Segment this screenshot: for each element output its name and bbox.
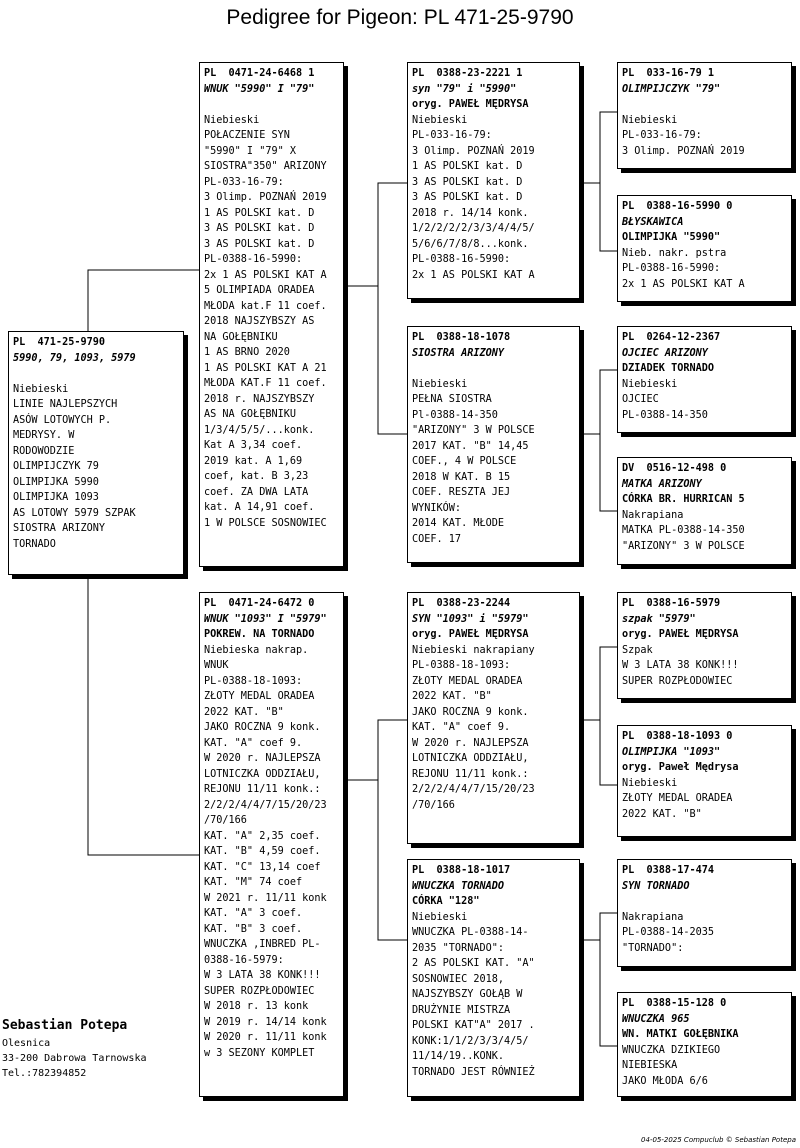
card-line: DZIADEK TORNADO: [622, 363, 715, 374]
pigeon-card-sire-sire-dam: [617, 195, 792, 302]
pigeon-card-dam-sire-dam: [617, 725, 792, 837]
pigeon-name: 5990, 79, 1093, 5979: [13, 352, 136, 364]
card-line: 2022 KAT. "B": [622, 808, 702, 820]
pigeon-card-dam: [199, 592, 344, 1097]
card-line: ASÓW LOTOWYCH P.: [13, 414, 112, 426]
ring-number: PL 0264-12-2367: [622, 332, 721, 343]
card-line: 1 AS POLSKI KAT A 21: [204, 362, 327, 374]
card-line: oryg. PAWEŁ MĘDRYSA: [622, 629, 739, 640]
card-line: SIOSTRA ARIZONY: [13, 523, 106, 534]
owner-address: 33-200 Dabrowa Tarnowska: [2, 1053, 147, 1064]
ring-number: PL 0388-16-5990 0: [622, 201, 733, 212]
card-line: Nakrapiana: [622, 911, 684, 923]
card-line: MŁODA kat.F 11 coef.: [204, 300, 327, 312]
card-line: ZŁOTY MEDAL ORADEA: [412, 675, 523, 687]
card-line: JAKO MŁODA 6/6: [622, 1075, 708, 1087]
pigeon-name: WNUK "5990" I "79": [204, 83, 315, 95]
pigeon-name: BŁYSKAWICA: [622, 216, 684, 228]
card-line: "5990" I "79" X: [204, 145, 297, 157]
card-line: [13, 366, 179, 382]
card-line: 2x 1 AS POLSKI KAT A: [412, 269, 535, 281]
card-line: NA GOŁĘBNIKU: [204, 331, 278, 343]
pigeon-card-dam-dam-sire: [617, 859, 792, 967]
card-line: 1 AS BRNO 2020: [204, 347, 290, 358]
card-line: w 3 SEZONY KOMPLET: [204, 1047, 315, 1059]
card-line: ZŁOTY MEDAL ORADEA: [622, 793, 733, 804]
card-line: W 2020 r. NAJLEPSZA: [412, 737, 529, 749]
card-line: /70/166: [412, 799, 455, 811]
card-line: KONK:1/1/2/3/3/4/5/: [412, 1035, 529, 1047]
pigeon-name: OLIMPIJCZYK "79": [622, 83, 721, 95]
pigeon-name: OLIMPIJKA "1093": [622, 746, 721, 758]
card-line: "ARIZONY" 3 W POLSCE: [622, 540, 745, 552]
card-line: 1/3/4/5/5/...konk.: [204, 424, 315, 436]
pigeon-name: SIOSTRA ARIZONY: [412, 347, 505, 359]
card-line: KAT. "A" 3 coef.: [204, 908, 303, 919]
pigeon-card-sire-dam-sire: [617, 326, 792, 433]
card-line: PL-0388-14-2035: [622, 927, 715, 938]
card-line: COEF. RESZTA JEJ: [412, 487, 511, 498]
pigeon-name: SYN TORNADO: [622, 880, 690, 892]
card-line: 5/6/6/7/8/8...konk.: [412, 238, 529, 250]
card-line: PL-0388-16-5990:: [204, 254, 303, 265]
card-line: [204, 97, 339, 113]
card-line: OLIMPIJKA 5990: [13, 476, 99, 488]
card-line: PL-033-16-79:: [622, 130, 702, 141]
card-line: KAT. "B" 4,59 coef.: [204, 846, 321, 857]
card-line: 5 OLIMPIADA ORADEA: [204, 285, 315, 296]
card-line: WNUCZKA PL-0388-14-: [412, 927, 529, 938]
card-line: 2 AS POLSKI KAT. "A": [412, 958, 535, 969]
card-line: 2/2/2/4/4/7/15/20/23: [412, 784, 535, 795]
pigeon-card-dam-dam: [407, 859, 580, 1097]
pigeon-name: WNUK "1093" I "5979": [204, 613, 327, 625]
pigeon-card-sire-dam-dam: [617, 457, 792, 565]
card-line: MATKA PL-0388-14-350: [622, 525, 745, 536]
card-line: MEDRYSY. W: [13, 430, 75, 441]
card-line: /70/166: [204, 815, 247, 826]
owner-city: Olesnica: [2, 1038, 51, 1049]
owner-phone: Tel.:782394852: [2, 1068, 87, 1079]
card-line: OJCIEC: [622, 394, 659, 405]
card-line: Nakrapiana: [622, 509, 684, 521]
card-line: coef. ZA DWA LATA: [204, 486, 309, 498]
ring-number: PL 0388-15-128 0: [622, 998, 727, 1009]
card-line: PL-033-16-79:: [412, 130, 492, 141]
card-line: 3 Olimp. POZNAŃ 2019: [412, 145, 535, 157]
card-line: 3 AS POLSKI kat. D: [204, 223, 315, 234]
card-line: KAT. "A" coef 9.: [412, 722, 511, 733]
card-line: PL-0388-16-5990:: [622, 263, 721, 274]
card-line: SIOSTRA"350" ARIZONY: [204, 161, 327, 172]
card-line: AS NA GOŁĘBNIKU: [204, 409, 297, 420]
ring-number: PL 0471-24-6472 0: [204, 598, 315, 609]
card-line: 11/14/19..KONK.: [412, 1051, 505, 1062]
card-line: Nieb. nakr. pstra: [622, 247, 727, 259]
card-line: W 3 LATA 38 KONK!!!: [622, 660, 739, 671]
card-line: SUPER ROZPŁODOWIEC: [204, 985, 315, 997]
owner-info: [2, 1016, 147, 1081]
card-line: JAKO ROCZNA 9 konk.: [204, 722, 321, 733]
card-line: oryg. PAWEŁ MĘDRYSA: [412, 99, 529, 110]
card-line: KAT. "C" 13,14 coef: [204, 861, 321, 873]
card-line: Niebieski: [622, 777, 678, 789]
pigeon-name: WNUCZKA TORNADO: [412, 880, 505, 892]
footer-credit: 04-05-2025 Compuclub © Sebastian Potepa: [641, 1136, 796, 1144]
card-line: W 3 LATA 38 KONK!!!: [204, 970, 321, 981]
ring-number: PL 0388-18-1078: [412, 332, 511, 343]
card-line: W 2020 r. 11/11 konk: [204, 1032, 327, 1043]
card-line: [622, 894, 787, 910]
card-line: MŁODA KAT.F 11 coef.: [204, 378, 327, 389]
ring-number: PL 0388-23-2221 1: [412, 68, 523, 79]
card-line: Niebieski: [412, 378, 468, 390]
card-line: KAT. "B" 3 coef.: [204, 923, 303, 935]
card-line: COEF. 17: [412, 533, 462, 545]
card-line: W 2019 r. 14/14 konk: [204, 1016, 327, 1028]
card-line: 3 AS POLSKI kat. D: [412, 192, 523, 203]
card-line: JAKO ROCZNA 9 konk.: [412, 706, 529, 718]
card-line: Niebieski nakrapiany: [412, 644, 535, 656]
card-line: 2035 "TORNADO":: [412, 942, 505, 954]
card-line: Niebieski: [622, 114, 678, 126]
card-line: 1 AS POLSKI kat. D: [204, 207, 315, 219]
card-line: [622, 97, 787, 113]
card-line: REJONU 11/11 konk.:: [204, 784, 321, 795]
card-line: "TORNADO":: [622, 942, 684, 954]
card-line: Niebieski: [13, 383, 69, 395]
card-line: LOTNICZKA ODDZIAŁU,: [412, 753, 529, 764]
pigeon-name: SYN "1093" i "5979": [412, 613, 529, 625]
card-line: 2/2/2/4/4/7/15/20/23: [204, 799, 327, 811]
card-line: PEŁNA SIOSTRA: [412, 394, 492, 405]
card-line: oryg. PAWEŁ MĘDRYSA: [412, 629, 529, 640]
card-line: KAT. "M" 74 coef: [204, 877, 303, 888]
card-line: WNUCZKA ,INBRED PL-: [204, 939, 321, 950]
pigeon-card-sire-sire-sire: [617, 62, 792, 169]
card-line: Pl-0388-14-350: [412, 409, 498, 421]
pigeon-name: MATKA ARIZONY: [622, 478, 702, 490]
card-line: PL-0388-18-1093:: [412, 660, 511, 671]
pigeon-card-sire-sire: [407, 62, 580, 299]
card-line: PL-0388-18-1093:: [204, 675, 303, 687]
card-line: SOSNOWIEC 2018,: [412, 973, 505, 985]
card-line: 1 W POLSCE SOSNOWIEC: [204, 517, 327, 529]
card-line: 3 AS POLSKI kat. D: [412, 176, 523, 188]
pigeon-card-root: [8, 331, 184, 575]
card-line: ZŁOTY MEDAL ORADEA: [204, 691, 315, 702]
card-line: 2017 KAT. "B" 14,45: [412, 440, 529, 452]
card-line: OLIMPIJCZYK 79: [13, 461, 99, 472]
card-line: W 2018 r. 13 konk: [204, 1001, 309, 1012]
card-line: KAT. "A" coef 9.: [204, 737, 303, 749]
pigeon-name: syn "79" i "5990": [412, 83, 517, 95]
card-line: 2018 r. 14/14 konk.: [412, 207, 529, 219]
page-title: Pedigree for Pigeon: PL 471-25-9790: [226, 6, 574, 29]
pigeon-card-dam-dam-dam: [617, 992, 792, 1097]
card-line: 1/2/2/2/2/3/3/4/4/5/: [412, 223, 535, 234]
card-line: WNUK: [204, 660, 229, 671]
card-line: [412, 361, 575, 377]
ring-number: PL 0388-18-1017: [412, 865, 511, 876]
card-line: Niebieska nakrap.: [204, 644, 309, 656]
card-line: kat. A 14,91 coef.: [204, 502, 315, 513]
card-line: OLIMPIJKA "5990": [622, 232, 721, 243]
pigeon-name: WNUCZKA 965: [622, 1013, 690, 1025]
card-line: "ARIZONY" 3 W POLSCE: [412, 425, 535, 436]
card-line: NAJSZYBSZY GOŁĄB W: [412, 989, 523, 1000]
ring-number: PL 471-25-9790: [13, 337, 106, 348]
card-line: POŁACZENIE SYN: [204, 130, 290, 141]
ring-number: PL 0388-17-474: [622, 865, 715, 876]
card-line: 2018 r. NAJSZYBSZY: [204, 393, 315, 405]
card-line: NIEBIESKA: [622, 1060, 678, 1071]
card-line: 3 AS POLSKI kat. D: [204, 238, 315, 250]
card-line: KAT. "A" 2,35 coef.: [204, 830, 321, 842]
card-line: 3 Olimp. POZNAŃ 2019: [204, 192, 327, 203]
card-line: DRUŻYNIE MISTRZA: [412, 1004, 511, 1016]
card-line: LOTNICZKA ODDZIAŁU,: [204, 768, 321, 780]
card-line: Niebieski: [204, 114, 260, 126]
card-line: Niebieski: [412, 114, 468, 126]
card-line: POLSKI KAT"A" 2017 .: [412, 1020, 535, 1031]
card-line: 2022 KAT. "B": [204, 706, 284, 718]
card-line: SUPER ROZPŁODOWIEC: [622, 675, 733, 687]
card-line: 1 AS POLSKI kat. D: [412, 161, 523, 172]
pigeon-card-dam-sire: [407, 592, 580, 844]
owner-name: Sebastian Potepa: [2, 1018, 128, 1033]
card-line: POKREW. NA TORNADO: [204, 629, 315, 640]
card-line: TORNADO JEST RÓWNIEŻ: [412, 1066, 535, 1078]
ring-number: PL 0388-18-1093 0: [622, 731, 733, 742]
pigeon-name: szpak "5979": [622, 613, 696, 625]
card-line: 2x 1 AS POLSKI KAT A: [622, 278, 745, 290]
card-line: oryg. Paweł Mędrysa: [622, 762, 739, 773]
card-line: RODOWODZIE: [13, 445, 75, 457]
card-line: OLIMPIJKA 1093: [13, 492, 99, 503]
card-line: AS LOTOWY 5979 SZPAK: [13, 507, 136, 519]
card-line: WN. MATKI GOŁĘBNIKA: [622, 1029, 739, 1040]
card-line: COEF., 4 W POLSCE: [412, 456, 517, 467]
pigeon-card-sire: [199, 62, 344, 567]
card-line: PL-0388-16-5990:: [412, 254, 511, 265]
card-line: 2022 KAT. "B": [412, 691, 492, 702]
card-line: CÓRKA "128": [412, 896, 480, 907]
card-line: TORNADO: [13, 538, 56, 550]
card-line: LINIE NAJLEPSZYCH: [13, 399, 118, 410]
ring-number: PL 0471-24-6468 1: [204, 68, 315, 79]
card-line: REJONU 11/11 konk.:: [412, 768, 529, 780]
ring-number: PL 0388-16-5979: [622, 598, 721, 609]
card-line: 2x 1 AS POLSKI KAT A: [204, 269, 327, 281]
pigeon-name: OJCIEC ARIZONY: [622, 347, 708, 359]
card-line: 3 Olimp. POZNAŃ 2019: [622, 145, 745, 157]
card-line: 2019 kat. A 1,69: [204, 455, 303, 467]
card-line: coef, kat. B 3,23: [204, 471, 309, 482]
ring-number: PL 033-16-79 1: [622, 68, 715, 79]
card-line: 2018 NAJSZYBSZY AS: [204, 316, 315, 327]
card-line: Niebieski: [622, 378, 678, 390]
pigeon-card-sire-dam: [407, 326, 580, 563]
ring-number: DV 0516-12-498 0: [622, 463, 727, 474]
card-line: Szpak: [622, 644, 653, 656]
card-line: 2018 W KAT. B 15: [412, 471, 511, 483]
card-line: 2014 KAT. MŁODE: [412, 518, 505, 529]
ring-number: PL 0388-23-2244: [412, 598, 511, 609]
card-line: Kat A 3,34 coef.: [204, 440, 303, 451]
card-line: CÓRKA BR. HURRICAN 5: [622, 494, 745, 505]
card-line: Niebieski: [412, 911, 468, 923]
pigeon-card-dam-sire-sire: [617, 592, 792, 699]
card-line: W 2021 r. 11/11 konk: [204, 892, 327, 904]
card-line: WYNIKÓW:: [412, 502, 462, 514]
card-line: 0388-16-5979:: [204, 954, 284, 966]
card-line: WNUCZKA DZIKIEGO: [622, 1044, 721, 1056]
card-line: PL-0388-14-350: [622, 409, 708, 421]
card-line: W 2020 r. NAJLEPSZA: [204, 753, 321, 764]
card-line: PL-033-16-79:: [204, 176, 284, 188]
